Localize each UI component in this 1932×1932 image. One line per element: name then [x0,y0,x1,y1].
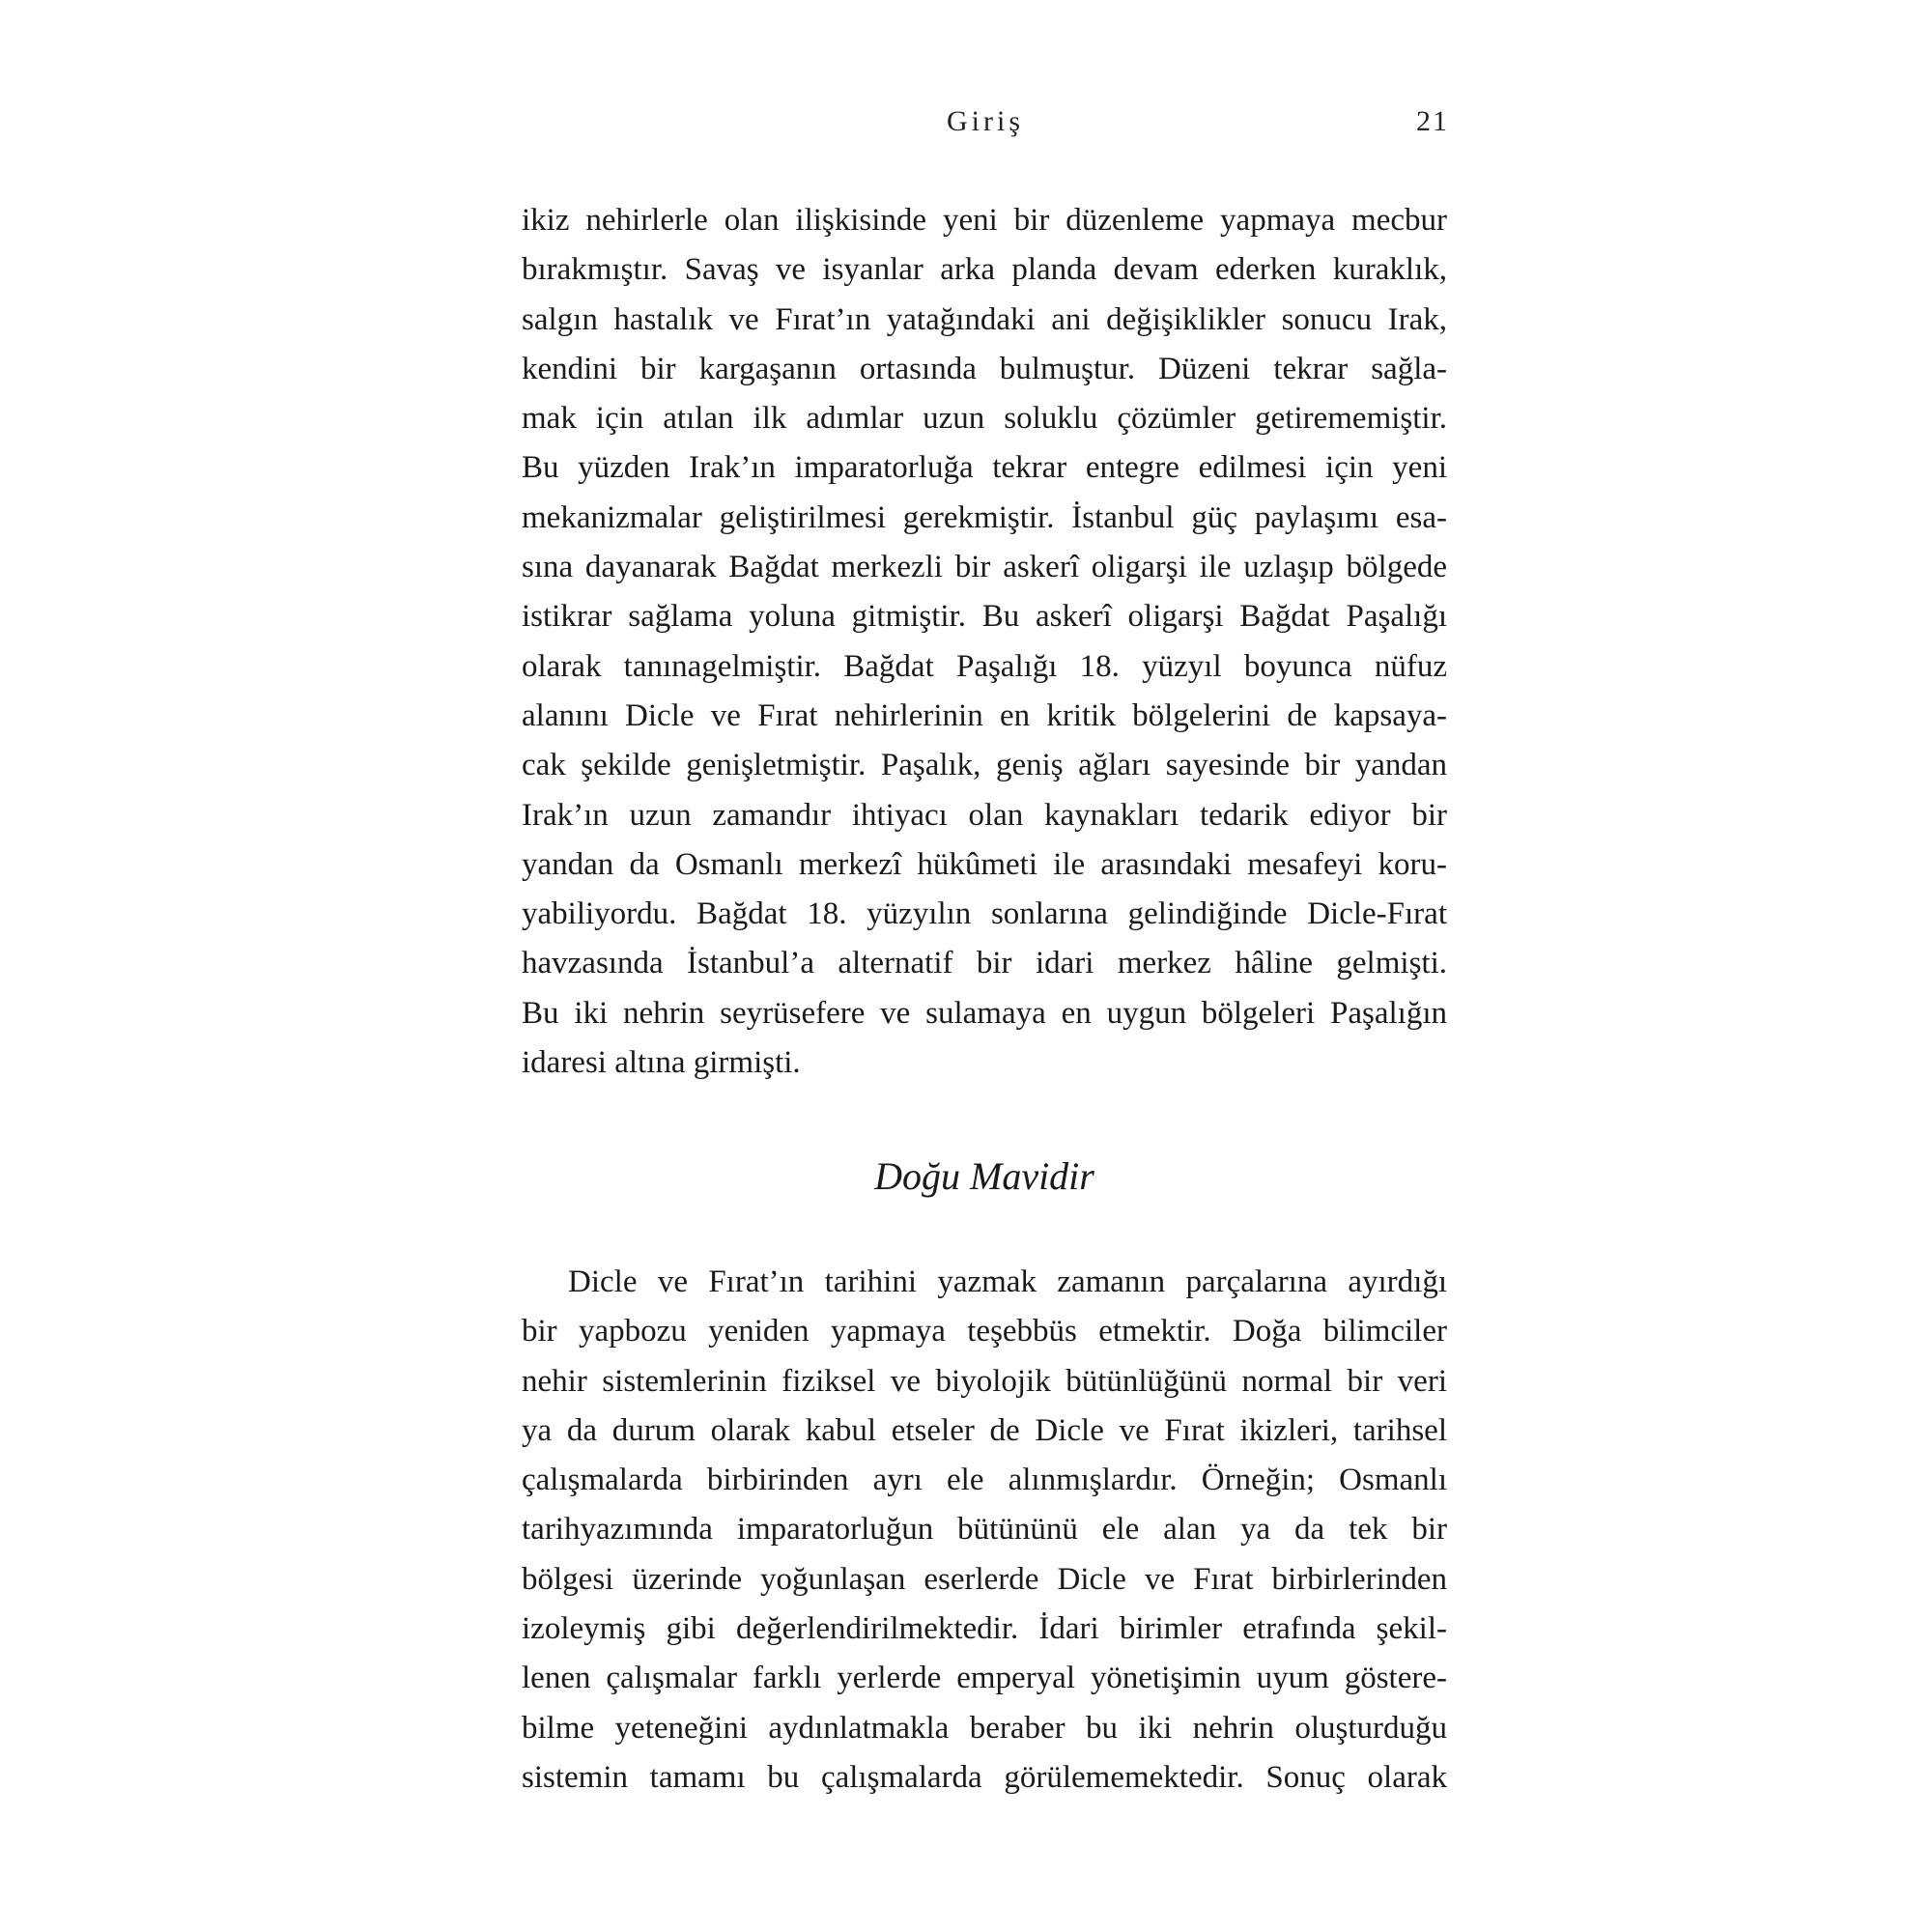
text-line: mak için atılan ilk adımlar uzun soluklu çözümler getirememiştir. [522,401,1447,437]
text-line: izoleymiş gibi değerlendirilmektedir. İdari birimler etrafında şekil- [522,1611,1447,1647]
text-line: yandan da Osmanlı merkezî hükûmeti ile arasındaki mesafeyi koru- [522,846,1447,882]
text-line: mekanizmalar geliştirilmesi gerekmiştir. İstanbul güç paylaşımı esa- [522,499,1447,535]
text-line: bölgesi üzerinde yoğunlaşan eserlerde Dicle ve Fırat birbirlerinden [522,1561,1447,1597]
text-line: ya da durum olarak kabul etseler de Dicle ve Fırat ikizleri, tarihsel [522,1412,1447,1448]
text-line: nehir sistemlerinin fiziksel ve biyolojik bütünlüğünü normal bir veri [522,1363,1447,1399]
text-line: salgın hastalık ve Fırat’ın yatağındaki ani değişiklikler sonucu Irak, [522,301,1447,337]
running-title: Giriş [947,105,1024,137]
body-paragraph [522,1258,1447,1803]
text-line: tarihyazımında imparatorluğun bütününü ele alan ya da tek bir [522,1512,1447,1548]
text-line: Bu yüzden Irak’ın imparatorluğa tekrar entegre edilmesi için yeni [522,450,1447,486]
text-line: yabiliyordu. Bağdat 18. yüzyılın sonlarına gelindiğinde Dicle-Fırat [522,896,1447,932]
text-line: cak şekilde genişletmiştir. Paşalık, geniş ağları sayesinde bir yandan [522,748,1447,783]
text-line: istikrar sağlama yoluna gitmiştir. Bu askerî oligarşi Bağdat Paşalığı [522,599,1447,635]
text-line: Dicle ve Fırat’ın tarihini yazmak zamanın parçalarına ayırdığı [568,1264,1447,1299]
text-line: bir yapbozu yeniden yapmaya teşebbüs etmektir. Doğa bilimciler [522,1314,1447,1350]
page-number: 21 [1416,105,1449,137]
running-header [522,102,1449,141]
text-line: bırakmıştır. Savaş ve isyanlar arka planda devam ederken kuraklık, [522,252,1447,288]
text-line: alanını Dicle ve Fırat nehirlerinin en kritik bölgelerini de kapsaya- [522,697,1447,733]
text-line: olarak tanınagelmiştir. Bağdat Paşalığı 18. yüzyıl boyunca nüfuz [522,648,1447,684]
text-line: ikiz nehirlerle olan ilişkisinde yeni bir düzenleme yapmaya mecbur [522,203,1447,238]
text-line: sına dayanarak Bağdat merkezli bir askerî oligarşi ile uzlaşıp bölgede [522,550,1447,585]
text-line: lenen çalışmalar farklı yerlerde emperyal yönetişimin uyum göstere- [522,1661,1447,1696]
text-line: idaresi altına girmişti. [522,1045,801,1081]
text-line: Bu iki nehrin seyrüsefere ve sulamaya en uygun bölgeleri Paşalığın [522,995,1447,1031]
text-line: bilme yeteneğini aydınlatmakla beraber bu iki nehrin oluşturduğu [522,1710,1447,1746]
text-line: Irak’ın uzun zamandır ihtiyacı olan kaynakları tedarik ediyor bir [522,797,1447,833]
text-line: kendini bir kargaşanın ortasında bulmuştur. Düzeni tekrar sağla- [522,351,1447,386]
body-paragraph-continued [522,196,1447,1088]
text-line: sistemin tamamı bu çalışmalarda görülememektedir. Sonuç olarak [522,1759,1447,1795]
text-line: havzasında İstanbul’a alternatif bir idari merkez hâline gelmişti. [522,946,1447,981]
section-heading: Doğu Mavidir [874,1154,1094,1198]
text-line: çalışmalarda birbirinden ayrı ele alınmışlardır. Örneğin; Osmanlı [522,1463,1447,1498]
